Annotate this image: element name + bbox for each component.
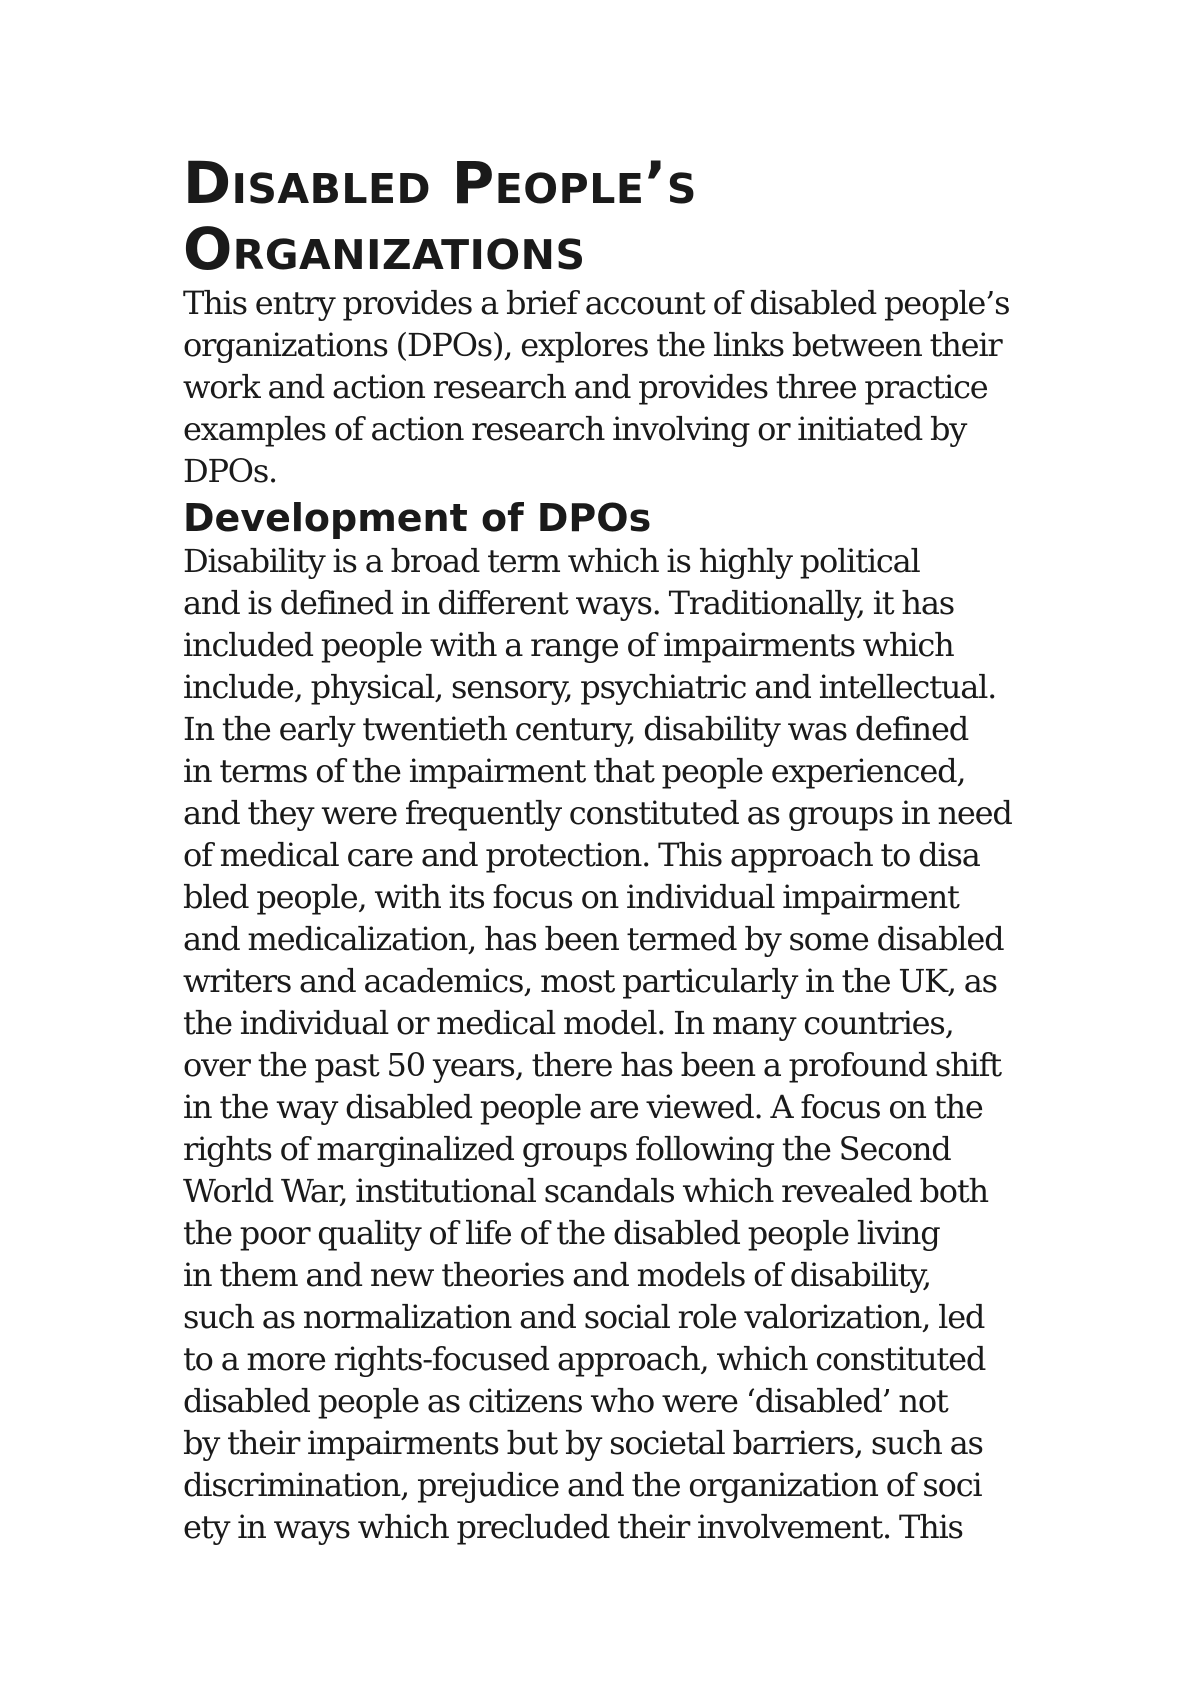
entry-title-line: Disabled People’s [183,149,697,217]
text-line: discrimination, prejudice and the organization of soci [183,1466,982,1504]
text-line: the individual or medical model. In many countries, [183,1004,954,1042]
text-line: writers and academics, most particularly in the UK, as [183,962,997,1000]
text-line: rights of marginalized groups following the Second [183,1130,951,1168]
text-line: work and action research and provides three practice [183,368,988,406]
entry-title-line: Organizations [183,215,586,283]
text-line: the poor quality of life of the disabled people living [183,1214,940,1252]
text-line: Disability is a broad term which is highly political [183,542,920,580]
text-line: and they were frequently constituted as groups in need [183,794,1012,832]
text-line: In the early twentieth century, disability was defined [183,710,968,748]
text-line: to a more rights-focused approach, which constituted [183,1340,986,1378]
text-line: over the past 50 years, there has been a profound shift [183,1046,1001,1084]
text-line: World War, institutional scandals which revealed both [183,1172,988,1210]
text-line: examples of action research involving or initiated by [183,410,967,448]
text-line: This entry provides a brief account of disabled people’s [183,284,1010,322]
text-line: disabled people as citizens who were ‘disabled’ not [183,1382,948,1420]
text-line: and medicalization, has been termed by some disabled [183,920,1004,958]
text-line: in them and new theories and models of disability, [183,1256,931,1294]
text-line: include, physical, sensory, psychiatric and intellectual. [183,668,997,706]
text-line: organizations (DPOs), explores the links between their [183,326,1002,364]
text-line: bled people, with its focus on individual impairment [183,878,959,916]
text-line: included people with a range of impairments which [183,626,954,664]
entry-title [183,150,1013,282]
text-line: of medical care and protection. This approach to disa [183,836,980,874]
text-line: DPOs. [183,452,278,490]
text-line: such as normalization and social role valorization, led [183,1298,985,1336]
text-line: by their impairments but by societal barriers, such as [183,1424,983,1462]
section-heading: Development of DPOs [183,496,652,540]
text-line: ety in ways which precluded their involvement. This [183,1508,963,1546]
text-line: in the way disabled people are viewed. A focus on the [183,1088,983,1126]
intro-paragraph [183,282,1013,492]
body-paragraph [183,540,1013,1548]
text-line: and is defined in different ways. Traditionally, it has [183,584,954,622]
text-line: in terms of the impairment that people experienced, [183,752,966,790]
entry-content [183,150,1013,1548]
